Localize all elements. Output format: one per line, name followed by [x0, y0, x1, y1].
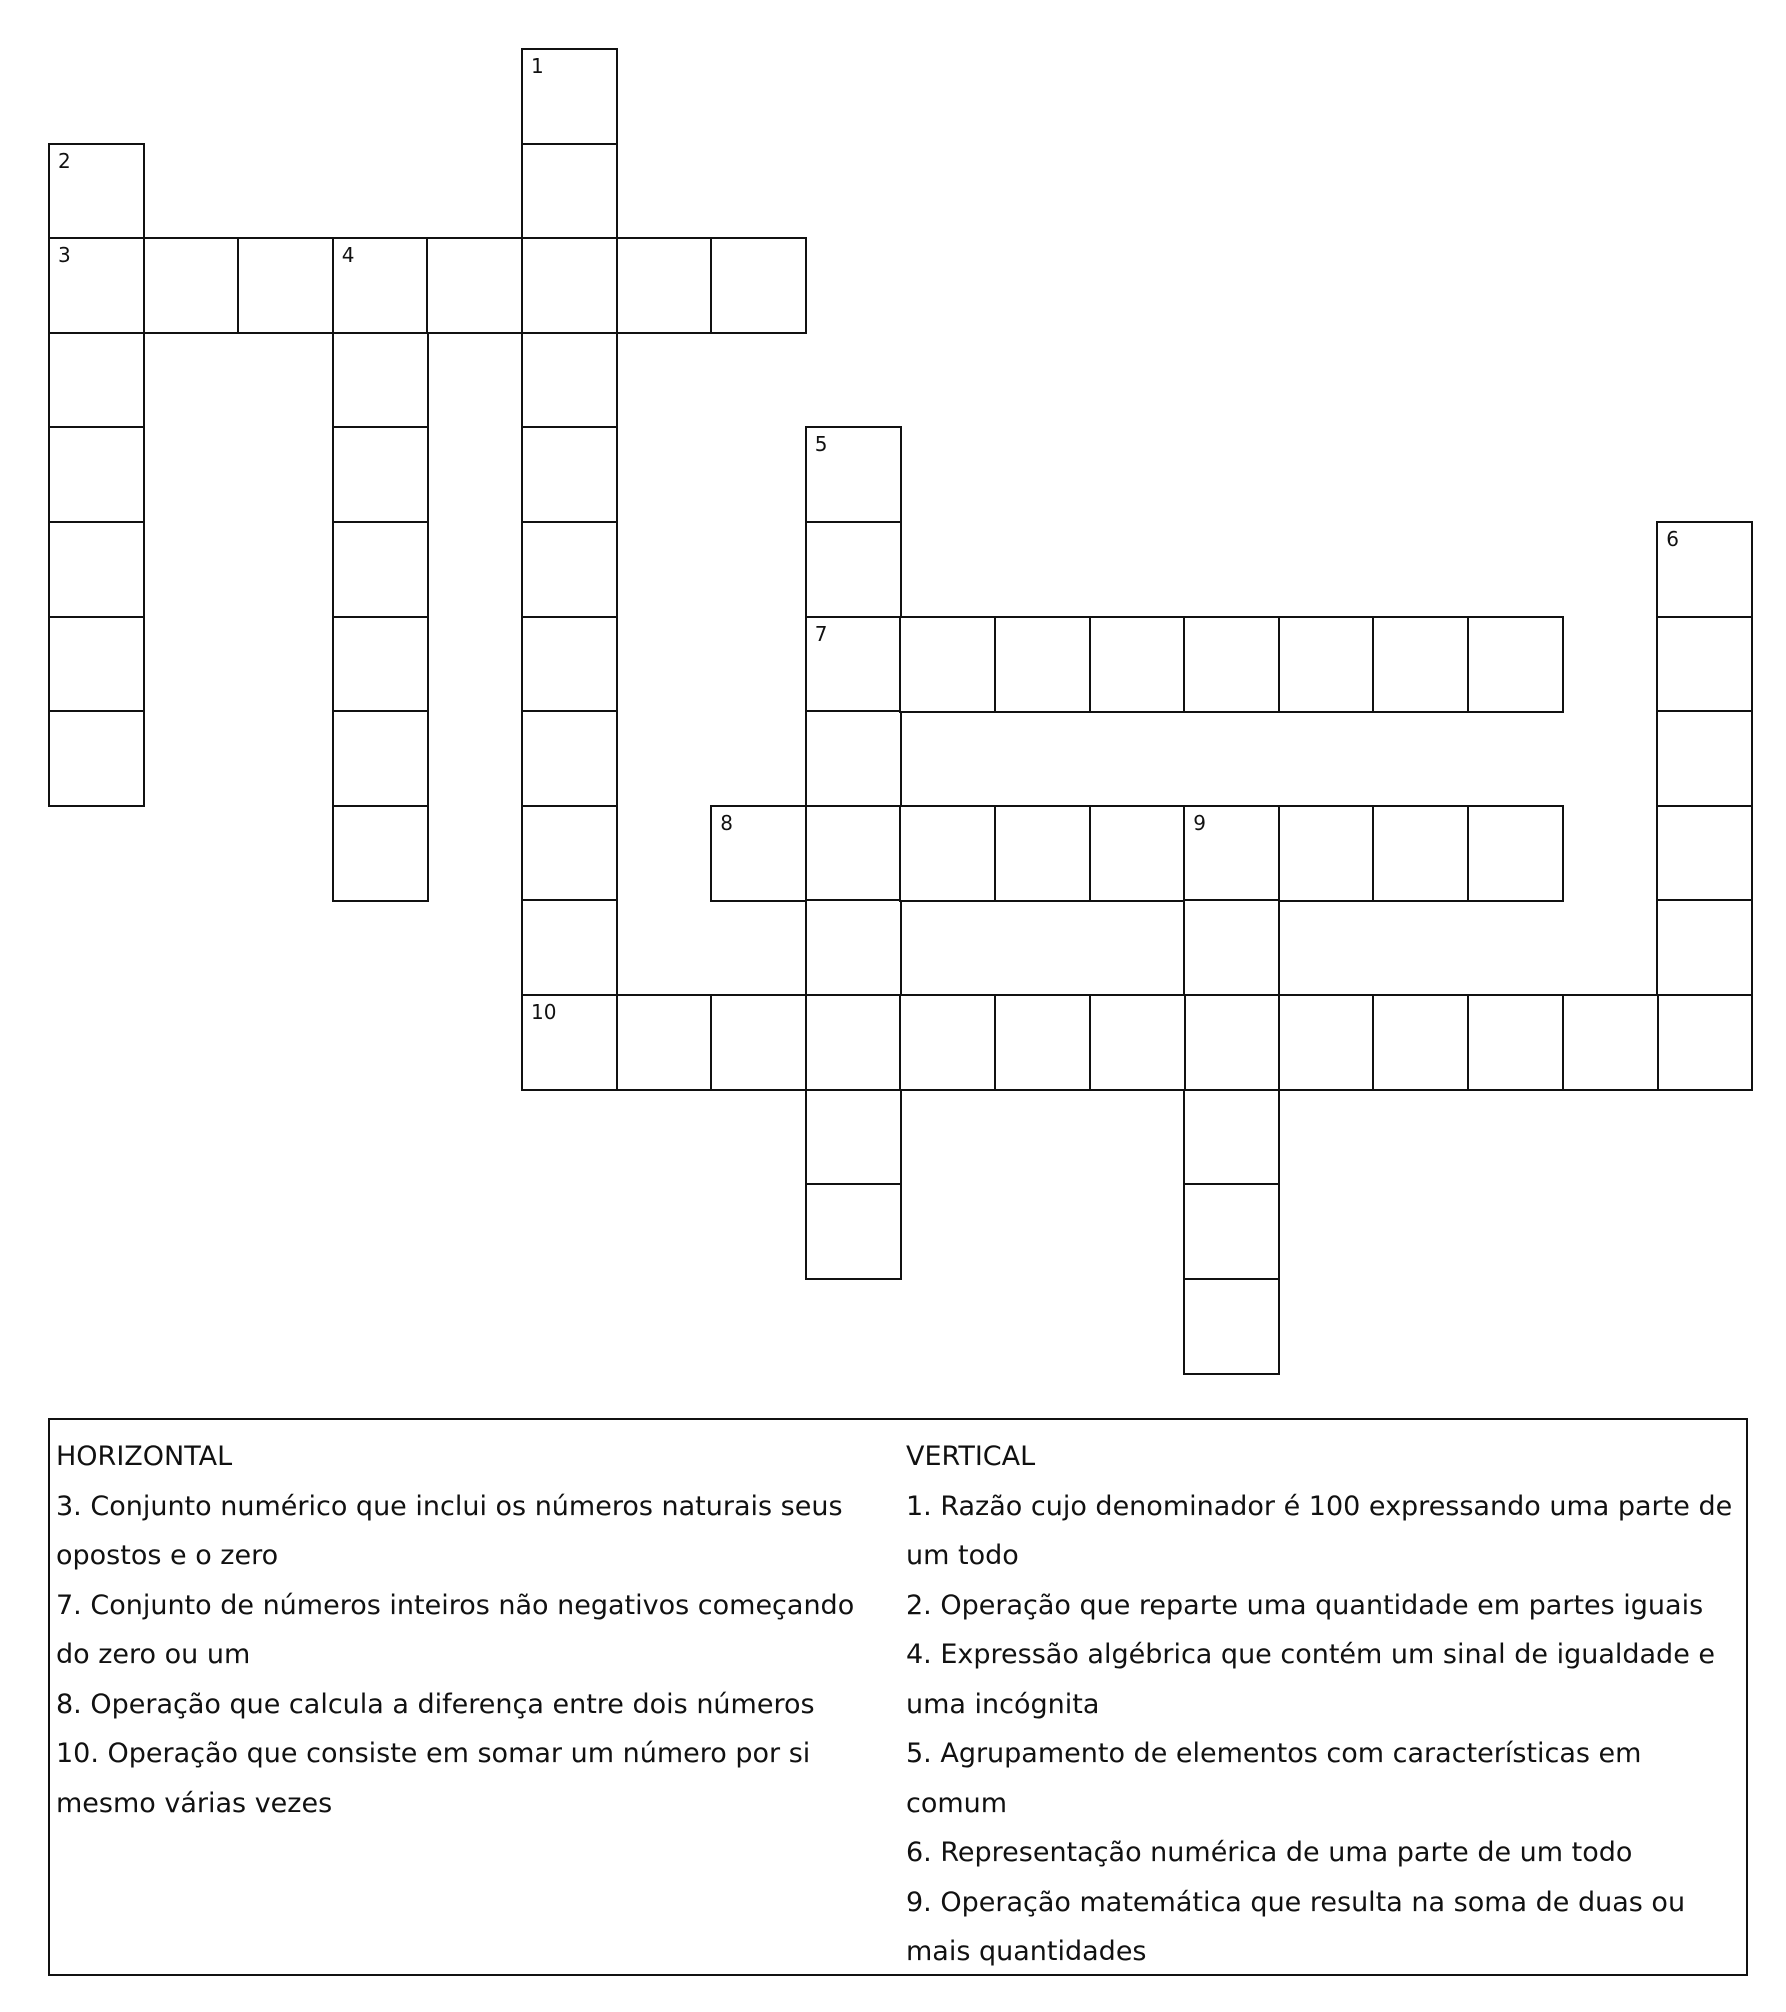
horizontal-heading: HORIZONTAL — [56, 1441, 233, 1472]
grid-cell[interactable] — [1278, 805, 1375, 902]
grid-cell[interactable] — [805, 805, 902, 902]
grid-cell[interactable] — [48, 332, 145, 429]
grid-cell[interactable] — [332, 521, 429, 618]
clue-down-6: 6. Representação numérica de uma parte de um todo — [906, 1837, 1633, 1868]
grid-cell[interactable] — [48, 237, 145, 334]
grid-cell[interactable] — [521, 143, 618, 240]
grid-cell[interactable] — [1183, 1089, 1280, 1186]
grid-cell[interactable] — [332, 710, 429, 807]
clue-across-3: 3. Conjunto numérico que inclui os números naturais seus opostos e o zero — [56, 1490, 843, 1571]
clue-number: 6 — [1666, 527, 1679, 551]
grid-cell[interactable] — [237, 237, 334, 334]
grid-cell[interactable] — [521, 710, 618, 807]
clue-down-4: 4. Expressão algébrica que contém um sinal de igualdade e uma incógnita — [906, 1639, 1715, 1720]
grid-cell[interactable] — [994, 616, 1091, 713]
grid-cell[interactable] — [332, 805, 429, 902]
grid-cell[interactable] — [1278, 616, 1375, 713]
clue-number: 7 — [814, 621, 828, 646]
grid-cell[interactable] — [332, 237, 429, 334]
clue-down-9: 9. Operação matemática que resulta na soma de duas ou mais quantidades — [906, 1886, 1686, 1967]
grid-cell[interactable] — [521, 899, 618, 996]
grid-cell[interactable] — [805, 426, 902, 523]
clue-number: 8 — [720, 810, 733, 835]
clue-down-2: 2. Operação que reparte uma quantidade em partes iguais — [906, 1589, 1704, 1621]
grid-cell[interactable] — [805, 1089, 902, 1186]
vertical-heading: VERTICAL — [906, 1441, 1036, 1472]
grid-cell[interactable] — [805, 899, 902, 996]
horizontal-clues — [56, 1432, 896, 1828]
grid-cell[interactable] — [521, 237, 618, 334]
grid-cell[interactable] — [1656, 710, 1753, 807]
grid-cell[interactable] — [426, 237, 523, 334]
clue-number: 4 — [341, 243, 355, 268]
grid-cell[interactable] — [1656, 899, 1753, 996]
grid-cell[interactable] — [805, 521, 902, 618]
grid-cell[interactable] — [1467, 805, 1564, 902]
grid-cell[interactable] — [1372, 616, 1469, 713]
grid-cell[interactable] — [521, 426, 618, 523]
grid-cell[interactable] — [994, 805, 1091, 902]
grid-cell[interactable] — [805, 1183, 902, 1280]
grid-cell[interactable] — [1656, 521, 1753, 618]
grid-cell[interactable] — [994, 994, 1091, 1091]
grid-cell[interactable] — [899, 616, 996, 713]
grid-cell[interactable] — [1467, 994, 1564, 1091]
grid-cell[interactable] — [710, 237, 807, 334]
clue-number: 3 — [58, 243, 71, 268]
grid-cell[interactable] — [1183, 899, 1280, 996]
grid-cell[interactable] — [1089, 805, 1186, 902]
grid-cell[interactable] — [48, 426, 145, 523]
grid-cell[interactable] — [1467, 616, 1564, 713]
grid-cell[interactable] — [48, 143, 145, 240]
grid-cell[interactable] — [48, 710, 145, 807]
grid-cell[interactable] — [1278, 994, 1375, 1091]
grid-cell[interactable] — [521, 805, 618, 902]
grid-cell[interactable] — [1656, 994, 1753, 1091]
clue-down-1: 1. Razão cujo denominador é 100 expressando uma parte de um todo — [906, 1490, 1733, 1571]
clue-across-7: 7. Conjunto de números inteiros não negativos começando do zero ou um — [56, 1589, 855, 1670]
grid-cell[interactable] — [805, 710, 902, 807]
clue-number: 9 — [1193, 810, 1206, 835]
grid-cell[interactable] — [616, 994, 713, 1091]
grid-cell[interactable] — [332, 616, 429, 713]
grid-cell[interactable] — [521, 48, 618, 145]
clues-box — [48, 1418, 1748, 1976]
grid-cell[interactable] — [332, 332, 429, 429]
grid-cell[interactable] — [143, 237, 240, 334]
grid-cell[interactable] — [616, 237, 713, 334]
clue-across-8: 8. Operação que calcula a diferença entre dois números — [56, 1688, 815, 1720]
clue-number: 1 — [531, 54, 544, 78]
grid-cell[interactable] — [1372, 994, 1469, 1091]
grid-cell[interactable] — [805, 994, 902, 1091]
vertical-clues — [906, 1432, 1746, 1977]
grid-cell[interactable] — [48, 521, 145, 618]
grid-cell[interactable] — [899, 805, 996, 902]
clue-number: 10 — [531, 1000, 557, 1024]
clue-number: 5 — [814, 432, 828, 457]
grid-cell[interactable] — [1089, 994, 1186, 1091]
grid-cell[interactable] — [805, 616, 902, 713]
grid-cell[interactable] — [48, 616, 145, 713]
grid-cell[interactable] — [1656, 616, 1753, 713]
grid-cell[interactable] — [521, 616, 618, 713]
grid-cell[interactable] — [1183, 994, 1280, 1091]
grid-cell[interactable] — [521, 521, 618, 618]
grid-cell[interactable] — [1089, 616, 1186, 713]
grid-cell[interactable] — [1372, 805, 1469, 902]
clue-number: 2 — [58, 148, 71, 173]
grid-cell[interactable] — [1656, 805, 1753, 902]
grid-cell[interactable] — [1183, 1278, 1280, 1375]
grid-cell[interactable] — [521, 994, 618, 1091]
grid-cell[interactable] — [1183, 1183, 1280, 1280]
clue-across-10: 10. Operação que consiste em somar um número por si mesmo várias vezes — [56, 1738, 811, 1819]
grid-cell[interactable] — [710, 994, 807, 1091]
grid-cell[interactable] — [1183, 805, 1280, 902]
grid-cell[interactable] — [332, 426, 429, 523]
clue-down-5: 5. Agrupamento de elementos com características em comum — [906, 1738, 1642, 1819]
grid-cell[interactable] — [1183, 616, 1280, 713]
grid-cell[interactable] — [521, 332, 618, 429]
grid-cell[interactable] — [710, 805, 807, 902]
grid-cell[interactable] — [1562, 994, 1659, 1091]
grid-cell[interactable] — [899, 994, 996, 1091]
